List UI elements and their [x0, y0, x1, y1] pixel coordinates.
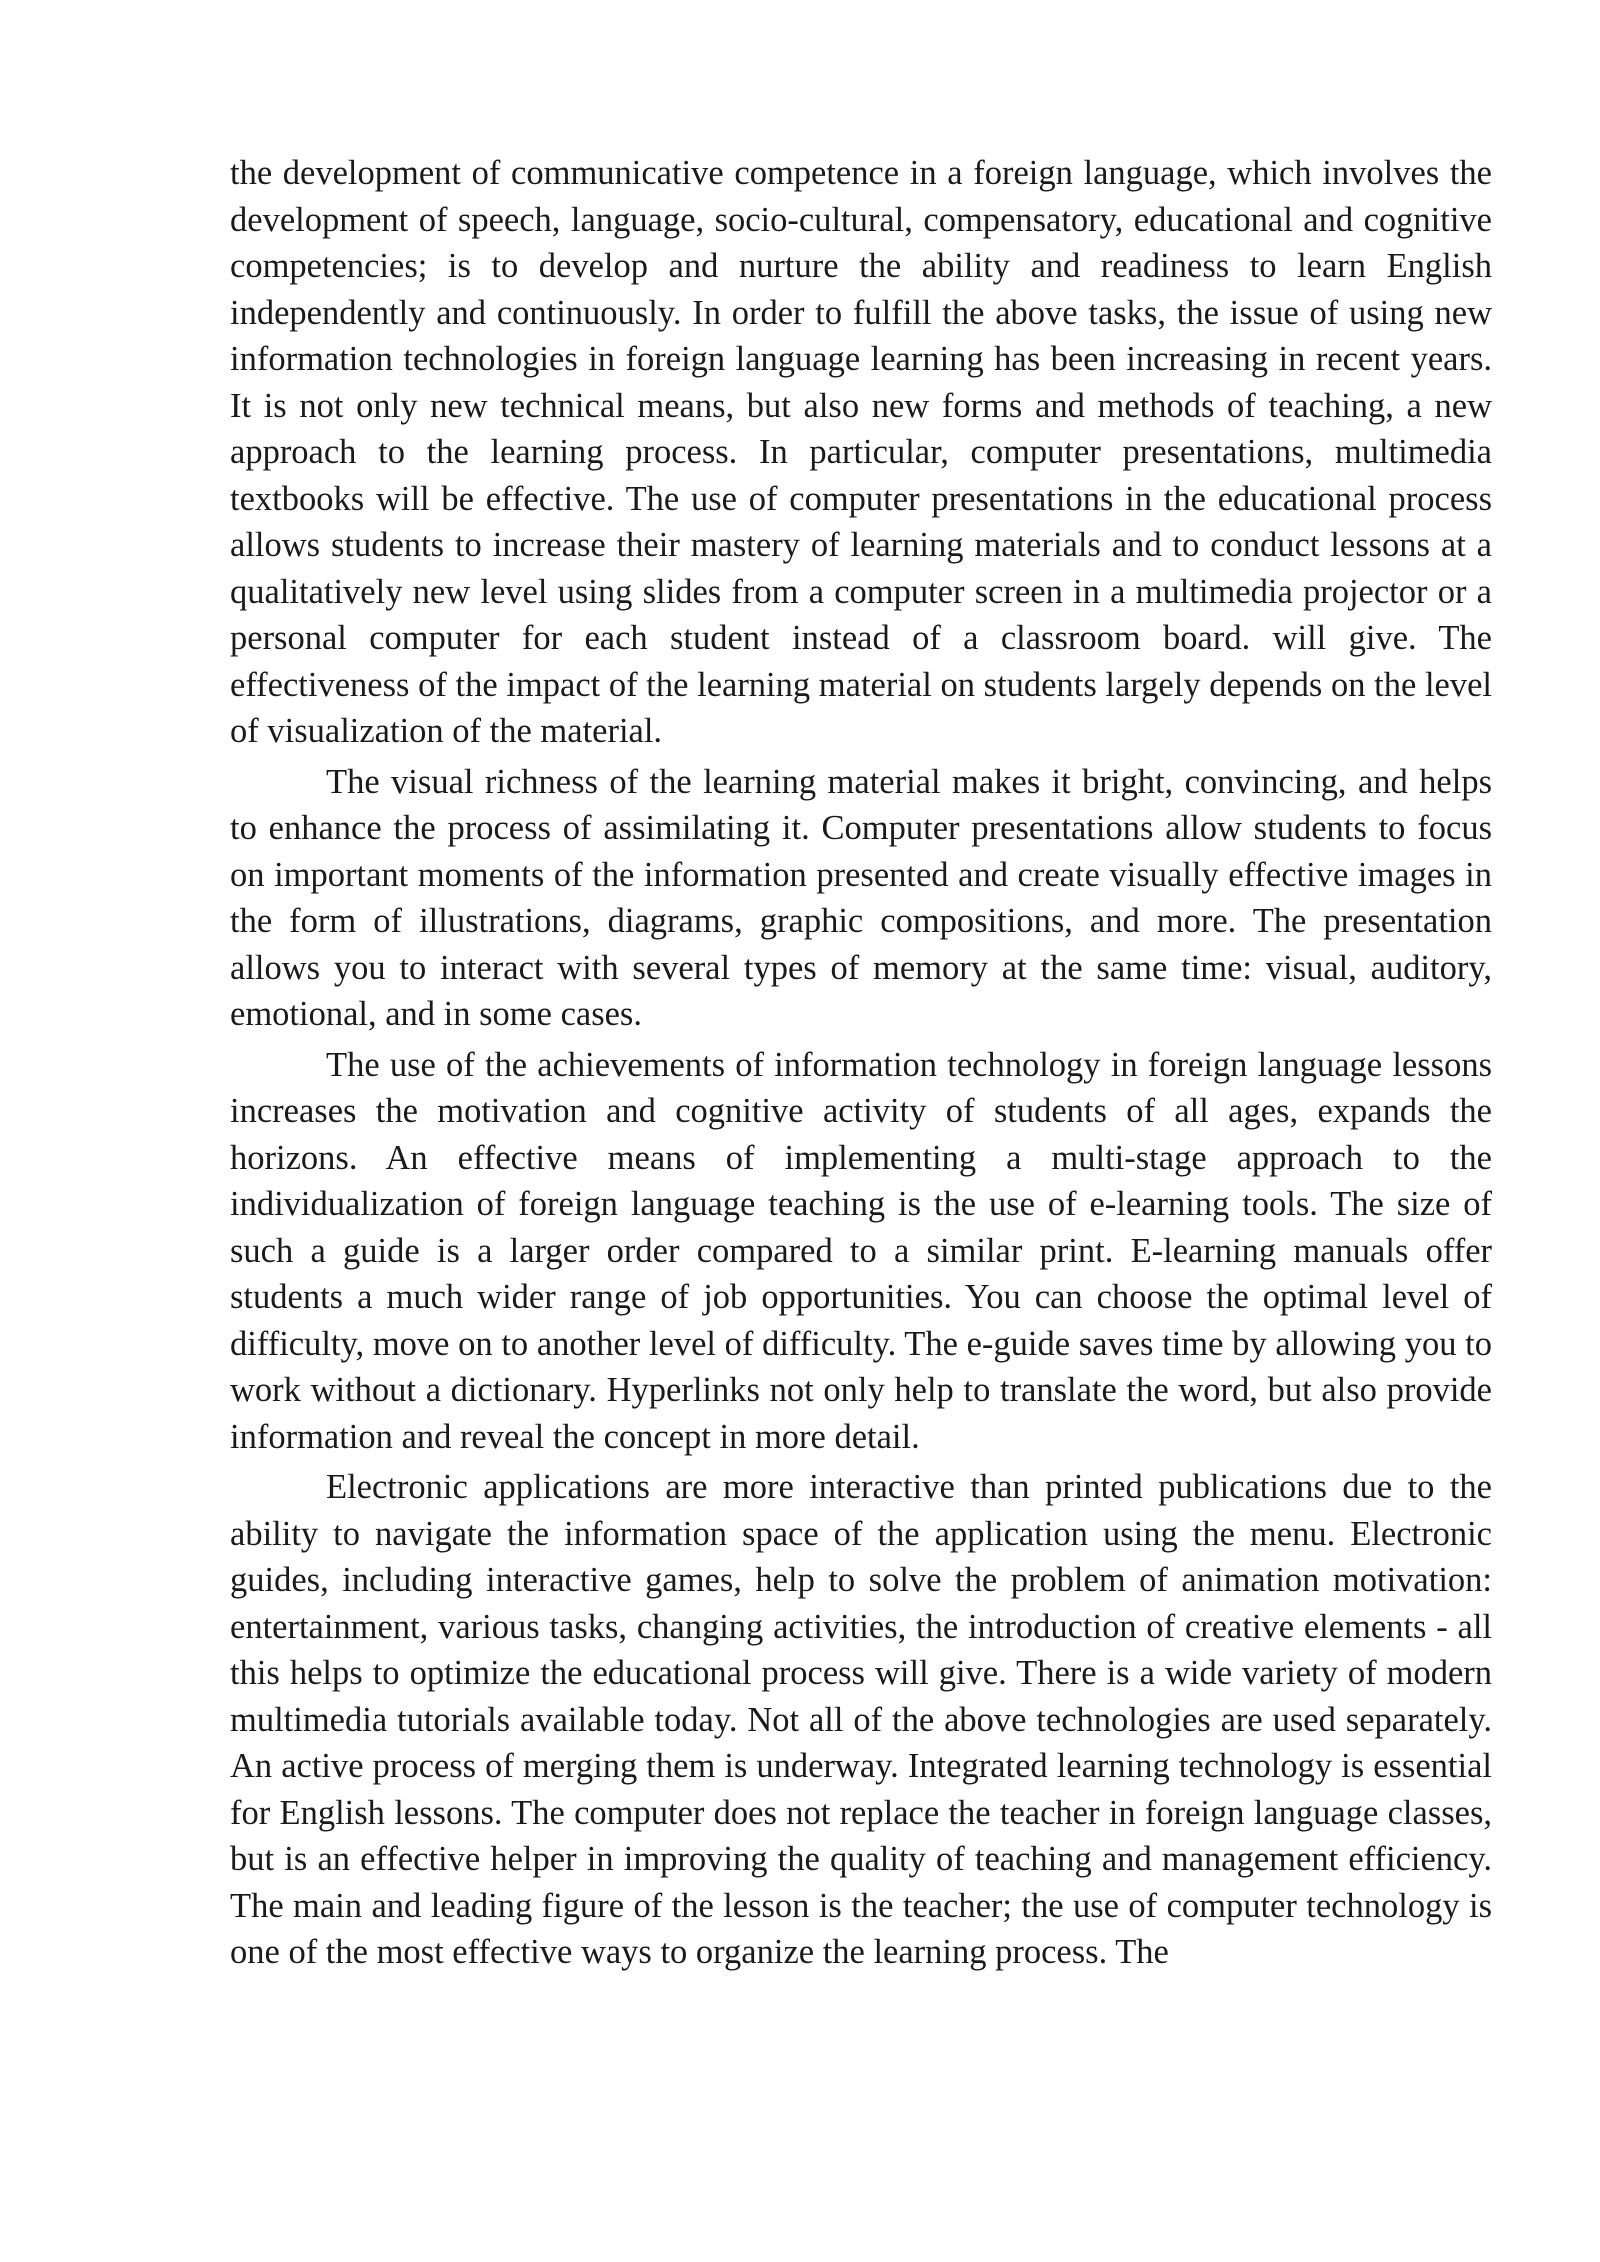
paragraph-2: The visual richness of the learning material makes it bright, convincing, and helps to enhance the process of assimilating it. Computer presentations allow students to focus on important moments of the information presented and create visually effective images in the form of illustrations, diagrams, graphic compositions, and more. The presentation allows you to interact with several types of memory at the same time: visual, auditory, emotional, and in some cases.	[230, 762, 1492, 1033]
paragraph-1: the development of communicative competence in a foreign language, which involves the development of speech, language, socio-cultural, compensatory, educational and cognitive competencies; is to develop and nurture the ability and readiness to learn English independently and continuously. In order to fulfill the above tasks, the issue of using new information technologies in foreign language learning has been increasing in recent years. It is not only new technical means, but also new forms and methods of teaching, a new approach to the learning process. In particular, computer presentations, multimedia textbooks will be effective. The use of computer presentations in the educational process allows students to increase their mastery of learning materials and to conduct lessons at a qualitatively new level using slides from a computer screen in a multimedia projector or a personal computer for each student instead of a classroom board. will give. The effectiveness of the impact of the learning material on students largely depends on the level of visualization of the material.	[230, 154, 1492, 750]
paragraph-4: Electronic applications are more interactive than printed publications due to the ability to navigate the information space of the application using the menu. Electronic guides, including interactive games, help to solve the problem of animation motivation: entertainment, various tasks, changing activities, the introduction of creative elements - all this helps to optimize the educational process will give. There is a wide variety of modern multimedia tutorials available today. Not all of the above technologies are used separately. An active process of merging them is underway. Integrated learning technology is essential for English lessons. The computer does not replace the teacher in foreign language classes, but is an effective helper in improving the quality of teaching and management efficiency. The main and leading figure of the lesson is the teacher; the use of computer technology is one of the most effective ways to organize the learning process. The	[230, 1468, 1492, 1971]
body-text	[230, 150, 1492, 1980]
paragraph-3: The use of the achievements of information technology in foreign language lessons increases the motivation and cognitive activity of students of all ages, expands the horizons. An effective means of implementing a multi-stage approach to the individualization of foreign language teaching is the use of e-learning tools. The size of such a guide is a larger order compared to a similar print. E-learning manuals offer students a much wider range of job opportunities. You can choose the optimal level of difficulty, move on to another level of difficulty. The e-guide saves time by allowing you to work without a dictionary. Hyperlinks not only help to translate the word, but also provide information and reveal the concept in more detail.	[230, 1045, 1492, 1456]
